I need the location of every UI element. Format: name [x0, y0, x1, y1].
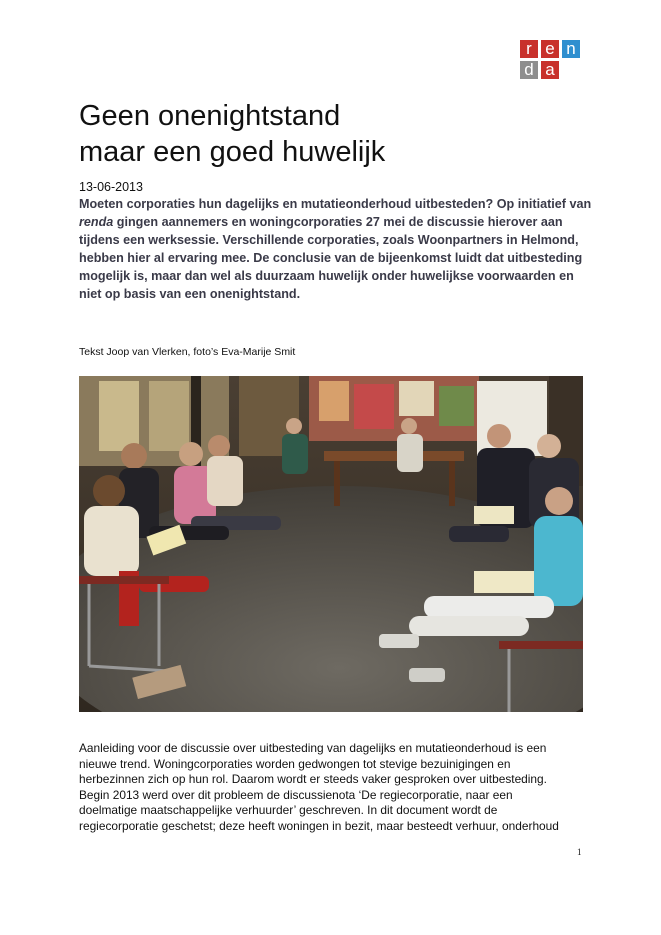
- logo-letter: n: [562, 40, 580, 58]
- workshop-photo: [79, 376, 583, 712]
- lead-paragraph: [79, 195, 594, 303]
- article-date: 13-06-2013: [79, 180, 143, 194]
- logo-letter: e: [541, 40, 559, 58]
- photo-credit: Tekst Joop van Vlerken, foto’s Eva-Marije Smit: [79, 346, 296, 358]
- body-line: nieuwe trend. Woningcorporaties worden gedwongen tot stevige bezuinigingen en: [79, 756, 511, 771]
- lead-text: Moeten corporaties hun dagelijks en mutatieonderhoud uitbesteden? Op initiatief van: [79, 197, 592, 211]
- article-title: [79, 98, 599, 170]
- renda-logo: [520, 40, 582, 82]
- body-line: herbezinnen zich op hun rol. Daarom wordt er steeds vaker gesproken over uitbesteding.: [79, 772, 547, 787]
- title-line: maar een goed huwelijk: [79, 136, 386, 168]
- body-line: Aanleiding voor de discussie over uitbesteding van dagelijks en mutatieonderhoud is een: [79, 741, 547, 755]
- title-line: Geen onenightstand: [79, 100, 341, 132]
- lead-emphasis: renda: [79, 215, 114, 229]
- logo-letter: d: [520, 61, 538, 79]
- page-number: 1: [577, 847, 582, 857]
- body-line: regiecorporatie geschetst; deze heeft woningen in bezit, maar besteedt verhuur, onderhoud: [79, 818, 559, 833]
- body-line: Begin 2013 werd over dit probleem de discussienota ‘De regiecorporatie, naar een: [79, 787, 513, 802]
- body-paragraph: [79, 741, 584, 835]
- logo-letter: a: [541, 61, 559, 79]
- logo-letter: r: [520, 40, 538, 58]
- body-line: doelmatige maatschappelijke verhuurder’ geschreven. In dit document wordt de: [79, 803, 498, 818]
- lead-text: gingen aannemers en woningcorporaties 27 mei de discussie hierover aan tijdens een werksessie. Verschillende corporaties, zoals Woonpartners in Helmond, hebben hier al ervaring mee. De conclusie van de bijeenkomst luidt dat uitbesteding mogelijk is, maar dan wel als duurzaam huwelijk onder huwelijkse voorwaarden en niet op basis van een onenightstand.: [79, 215, 583, 301]
